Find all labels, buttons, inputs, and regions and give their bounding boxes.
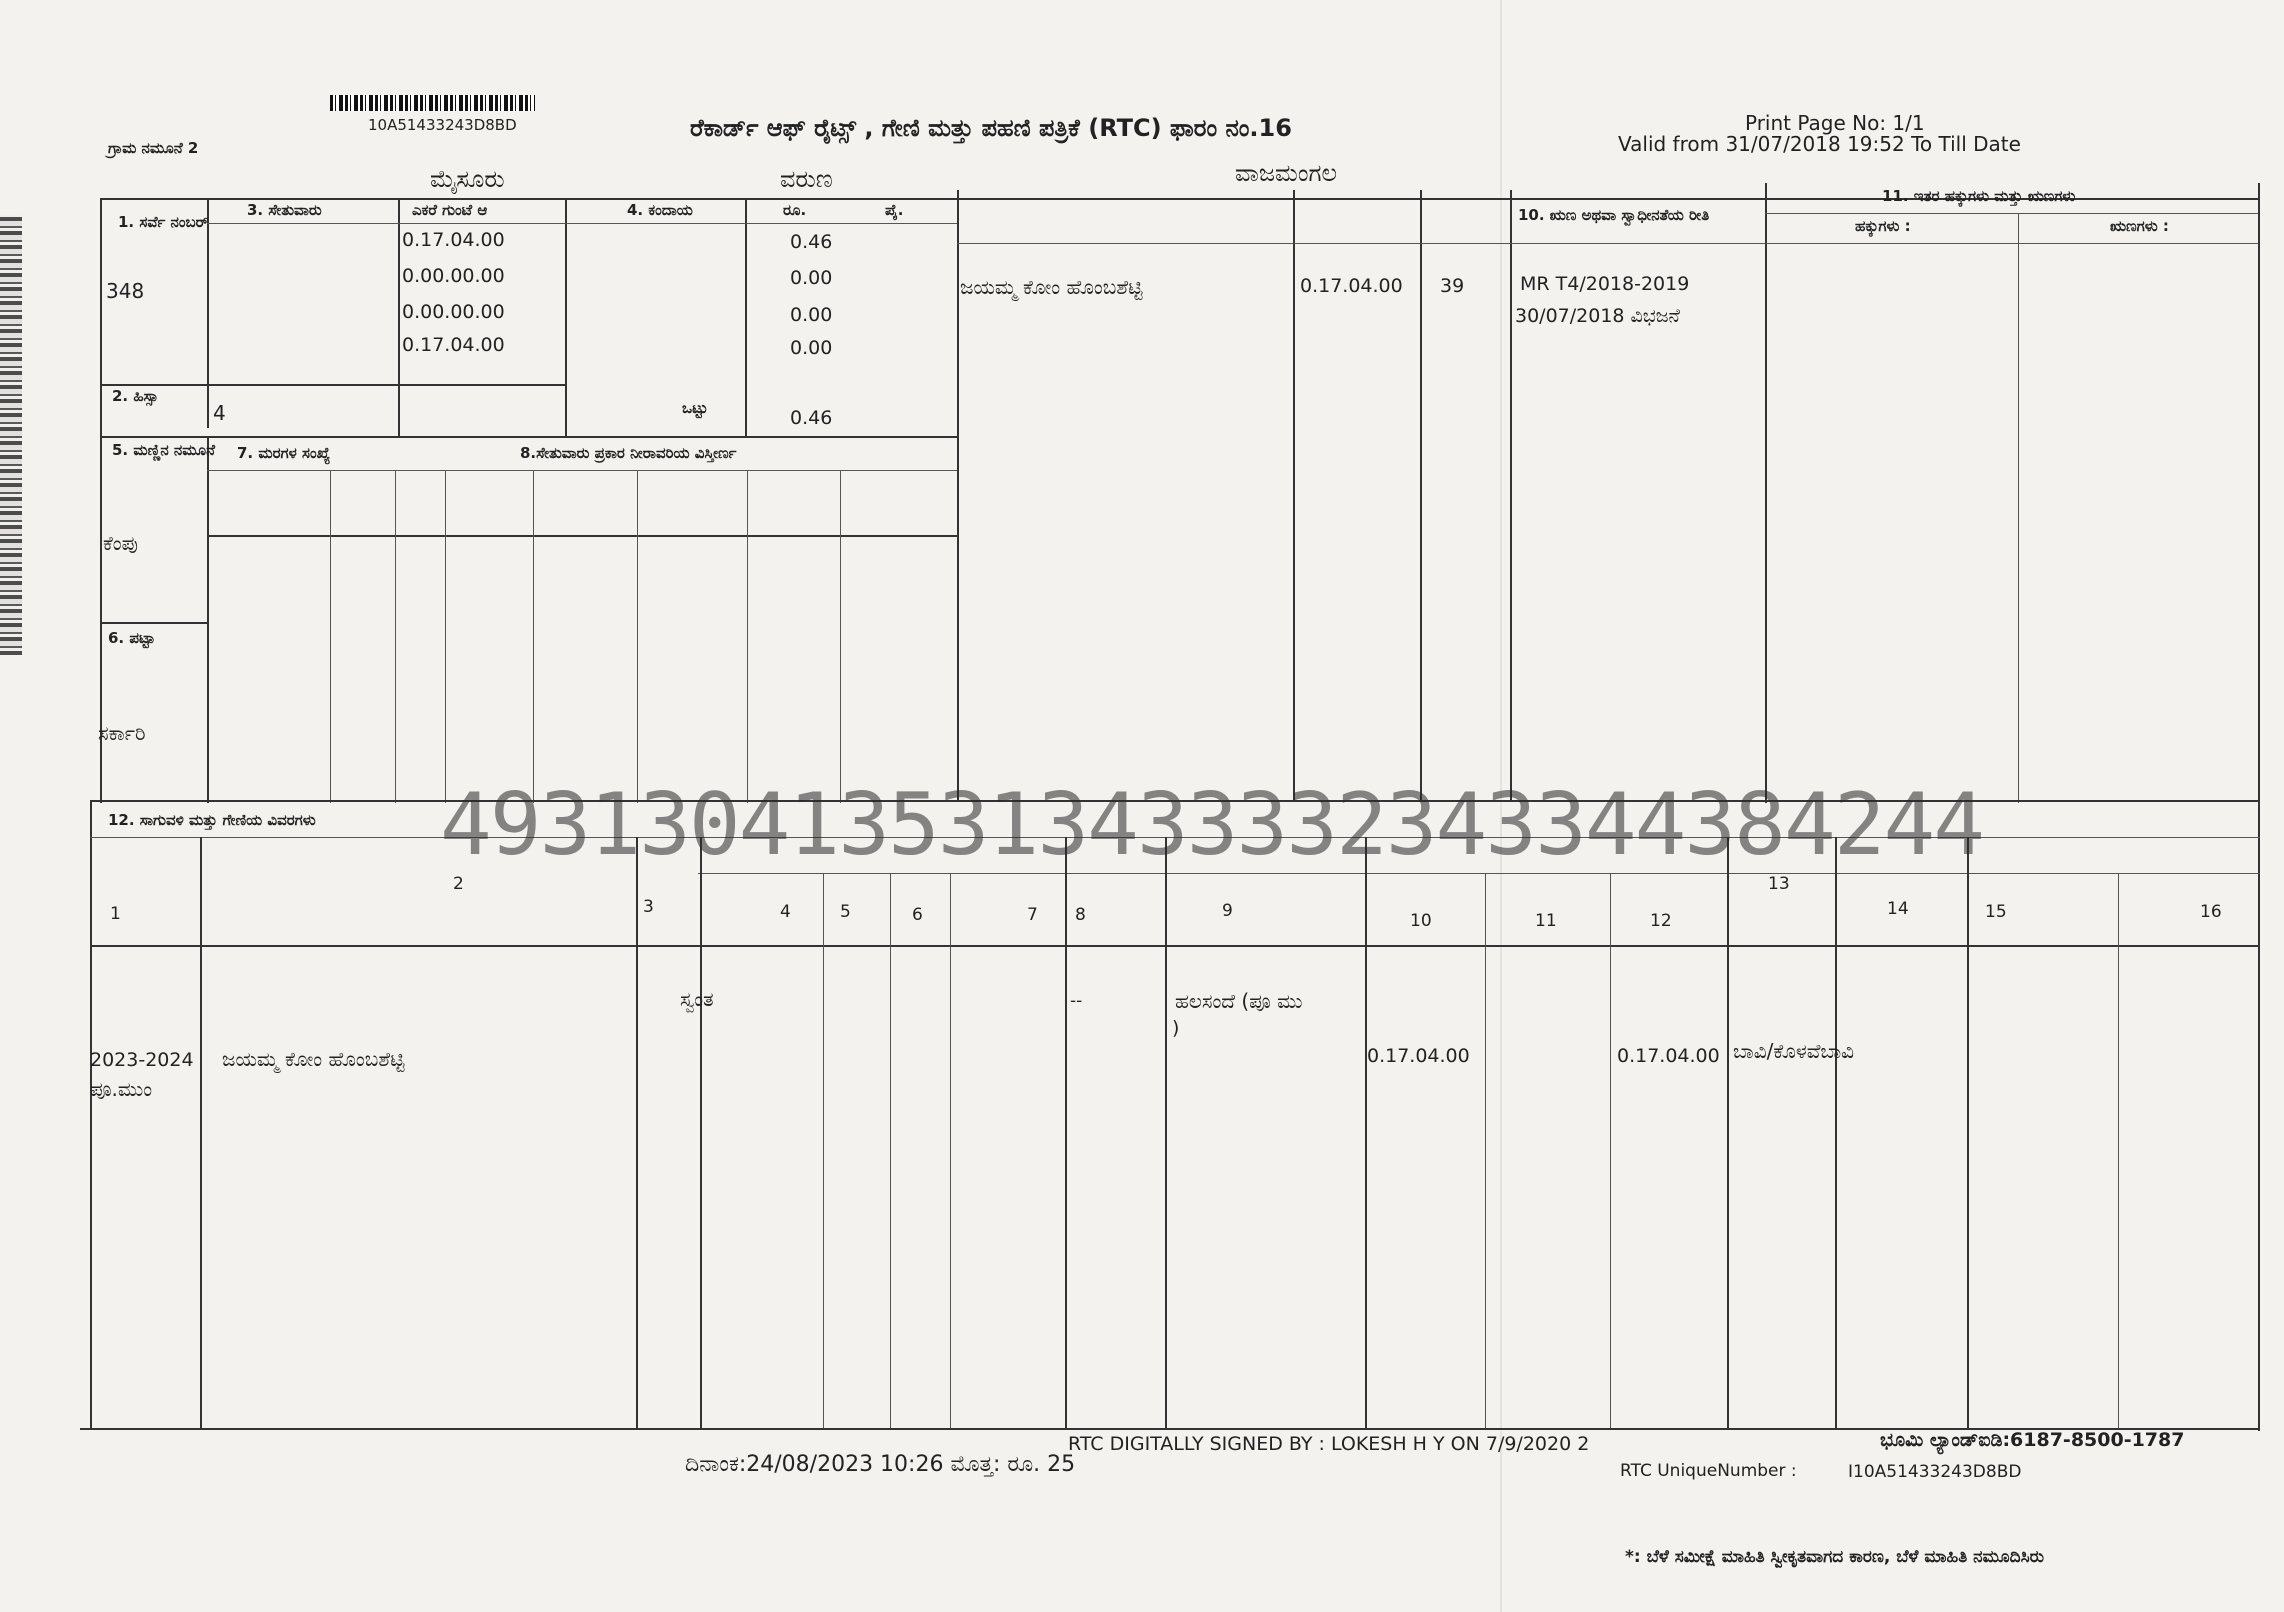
signed-by: RTC DIGITALLY SIGNED BY : LOKESH H Y ON 7/9/2020 2 xyxy=(1068,1433,1590,1455)
gram-form-label: ಗ್ರಾಮ ನಮೂನೆ 2 xyxy=(108,139,199,157)
table-line xyxy=(700,837,702,1428)
table-line xyxy=(747,470,748,803)
table-line xyxy=(207,535,957,537)
col-number: 2 xyxy=(453,874,464,894)
khata-number: 39 xyxy=(1440,275,1465,297)
table-line xyxy=(1293,190,1295,802)
table-line xyxy=(533,470,534,803)
paise-header: ಪೈ. xyxy=(885,201,904,219)
table-line xyxy=(1420,190,1422,802)
hissa-number: 4 xyxy=(213,401,226,425)
barcode-image xyxy=(330,95,535,111)
col-number: 16 xyxy=(2200,902,2222,922)
section-11-label: 11. ಇತರ ಹಕ್ಕುಗಳು ಮತ್ತು ಋಣಗಳು xyxy=(1882,187,2076,205)
crop-name: ಹಲಸಂದೆ (ಪೂ ಮು xyxy=(1175,989,1303,1013)
col-number: 4 xyxy=(780,902,791,922)
bhoomi-land-id: ಭೂಮಿ ಲ್ಯಾಂಡ್ಐಡಿ:6187-8500-1787 xyxy=(1880,1429,2185,1451)
table-line xyxy=(330,470,331,803)
assessment-3: 0.00 xyxy=(790,304,833,326)
table-line xyxy=(1765,183,1767,803)
unique-number-label: RTC UniqueNumber : xyxy=(1620,1461,1797,1481)
total-label: ಒಟ್ಟು xyxy=(682,399,708,417)
liabilities-label: ಋಣಗಳು : xyxy=(2110,217,2169,235)
col-number: 9 xyxy=(1222,901,1233,921)
table-line xyxy=(1510,190,1512,802)
patta-label: 6. ಪಟ್ಟಾ xyxy=(108,629,156,647)
survey-number: 348 xyxy=(106,279,145,303)
assessment-land: 0.46 xyxy=(790,231,833,253)
col-number: 3 xyxy=(643,897,654,917)
col-number: 10 xyxy=(1410,911,1432,931)
kandaya-label: 4. ಕಂದಾಯ xyxy=(627,201,693,219)
area-remaining: 0.17.04.00 xyxy=(402,334,505,356)
assessment-2: 0.00 xyxy=(790,267,833,289)
col-number: 7 xyxy=(1027,905,1038,925)
assessment-4: 0.00 xyxy=(790,337,833,359)
col-number: 13 xyxy=(1768,874,1790,894)
rights-label: ಹಕ್ಕುಗಳು : xyxy=(1855,217,1911,235)
crop-survey-note: *: ಬೆಳೆ ಸಮೀಕ್ಷೆ ಮಾಹಿತಿ ಸ್ವೀಕೃತವಾಗದ ಕಾರಣ, ಬೆಳೆ ಮಾಹಿತಿ ನಮೂದಿಸಿರು xyxy=(1625,1547,2045,1567)
table-line xyxy=(1610,873,1611,1428)
table-line xyxy=(100,384,565,386)
cultivation-season: ಪೂ.ಮುಂ xyxy=(90,1077,153,1101)
table-line xyxy=(445,470,446,803)
barcode-number: 10A51433243D8BD xyxy=(368,116,517,134)
valid-from-date: Valid from 31/07/2018 19:52 To Till Date xyxy=(1618,132,2021,156)
table-line xyxy=(100,198,102,803)
col-number: 14 xyxy=(1887,899,1909,919)
col12-area: 0.17.04.00 xyxy=(1617,1045,1720,1067)
ownership-type: ಸ್ವಂತ xyxy=(680,987,714,1011)
table-line xyxy=(90,800,92,1430)
village-value: ವಾಜಮಂಗಲ xyxy=(1235,159,1337,187)
setuvaru-label: 3. ಸೇತುವಾರು xyxy=(247,201,322,219)
side-barcode-strip xyxy=(0,215,22,655)
col-number: 5 xyxy=(840,902,851,922)
soil-type: ಕೆಂಪು xyxy=(103,531,138,555)
table-line xyxy=(636,837,638,1428)
mr-number: MR T4/2018-2019 xyxy=(1520,273,1690,295)
table-line xyxy=(395,470,396,803)
table-line xyxy=(1727,837,1729,1428)
owner-area: 0.17.04.00 xyxy=(1300,275,1403,297)
table-line xyxy=(1765,213,2258,214)
col-number: 12 xyxy=(1650,911,1672,931)
area-pot-b: 0.00.00.00 xyxy=(402,301,505,323)
mr-note: 30/07/2018 ವಿಭಜನೆ xyxy=(1515,305,1680,327)
table-line xyxy=(957,190,959,802)
table-line xyxy=(207,223,957,224)
patta-value: ಸರ್ಕಾರಿ xyxy=(98,721,146,745)
table-line xyxy=(1165,837,1167,1428)
table-line xyxy=(565,198,567,438)
table-line xyxy=(1065,837,1067,1428)
taluk-value: ಮೈಸೂರು xyxy=(430,165,505,193)
table-line xyxy=(890,873,891,1428)
table-line xyxy=(2118,873,2119,1428)
soil-label: 5. ಮಣ್ಣಿನ ನಮೂನೆ xyxy=(112,441,216,459)
table-line xyxy=(823,873,824,1428)
cultivation-year: 2023-2024 xyxy=(90,1049,194,1071)
area-total: 0.17.04.00 xyxy=(402,229,505,251)
col-number: 11 xyxy=(1535,911,1557,931)
cultivator-name: ಜಯಮ್ಮ ಕೋಂ ಹೊಂಬಶೆಟ್ಟಿ xyxy=(222,1047,405,1071)
col-number: 15 xyxy=(1985,902,2007,922)
table-line xyxy=(200,837,202,1428)
trees-label: 7. ಮರಗಳ ಸಂಖ್ಯೆ xyxy=(237,444,331,462)
col10-area: 0.17.04.00 xyxy=(1367,1045,1470,1067)
owner-name: ಜಯಮ್ಮ ಕೋಂ ಹೊಂಬಶೆಟ್ಟಿ xyxy=(960,275,1143,299)
survey-label: 1. ಸರ್ವೆ ನಂಬರ್ xyxy=(118,213,209,231)
table-line xyxy=(637,470,638,803)
rupee-header: ರೂ. xyxy=(783,201,807,219)
form-title: ರೆಕಾರ್ಡ್ ಆಫ್ ರೈಟ್ಸ್ , ಗೇಣಿ ಮತ್ತು ಪಹಣಿ ಪತ್ರಿಕೆ (RTC) ಫಾರಂ ನಂ.16 xyxy=(690,114,1292,142)
irrigation-label: 8.ಸೇತುವಾರು ಪ್ರಕಾರ ನೀರಾವರಿಯ ವಿಸ್ತೀರ್ಣ xyxy=(520,444,737,462)
col8-value: -- xyxy=(1070,991,1083,1011)
table-line xyxy=(957,243,2258,244)
area-header: ಎಕರೆ ಗುಂಟೆ ಆ xyxy=(412,201,488,219)
table-line xyxy=(2258,183,2260,1431)
table-line xyxy=(2018,213,2019,803)
col-number: 6 xyxy=(912,905,923,925)
table-line xyxy=(745,198,747,438)
table-line xyxy=(207,198,209,428)
table-line xyxy=(100,436,957,438)
table-line xyxy=(950,873,951,1428)
table-line xyxy=(1485,873,1486,1428)
crop-name-suffix: ) xyxy=(1172,1017,1180,1039)
table-line xyxy=(90,945,2260,947)
hissa-label: 2. ಹಿಸ್ಸಾ xyxy=(112,387,159,405)
water-source: ಬಾವಿ/ಕೊಳವೆಬಾವಿ xyxy=(1733,1039,1855,1063)
unique-number: I10A51433243D8BD xyxy=(1848,1462,2022,1482)
area-pot-a: 0.00.00.00 xyxy=(402,265,505,287)
watermark-number: 4931304135313433332343344384244 xyxy=(440,775,1984,875)
col-number: 1 xyxy=(110,904,121,924)
table-line xyxy=(207,470,957,471)
assessment-total: 0.46 xyxy=(790,407,833,429)
table-line xyxy=(207,436,209,803)
table-line xyxy=(1365,837,1367,1428)
table-line xyxy=(840,470,841,803)
hobli-value: ವರುಣ xyxy=(780,165,833,193)
table-line xyxy=(100,622,207,624)
section-12-label: 12. ಸಾಗುವಳಿ ಮತ್ತು ಗೇಣಿಯ ವಿವರಗಳು xyxy=(108,811,316,829)
col-number: 8 xyxy=(1075,905,1086,925)
print-date-amount: ದಿನಾಂಕ:24/08/2023 10:26 ಮೊತ್ತ: ರೂ. 25 xyxy=(685,1452,1076,1477)
table-line xyxy=(398,198,400,438)
table-line xyxy=(1835,837,1837,1428)
section-10-label: 10. ಋಣ ಅಥವಾ ಸ್ವಾಧೀನತೆಯ ರೀತಿ xyxy=(1518,206,1710,224)
print-page-number: Print Page No: 1/1 xyxy=(1745,111,1925,135)
table-line xyxy=(1967,837,1969,1428)
